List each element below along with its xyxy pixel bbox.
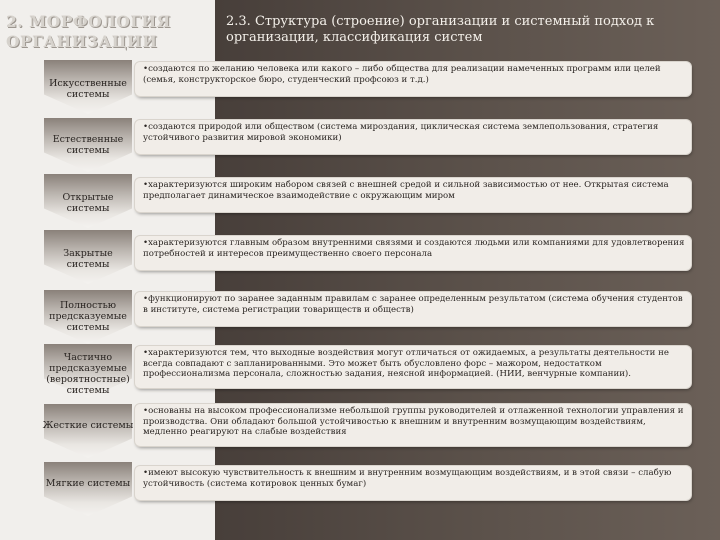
category-label: Мягкие системы [45, 478, 131, 489]
category-label: Частично предсказуемые (вероятностные) системы [46, 352, 130, 396]
system-row [0, 404, 720, 458]
system-row [0, 230, 720, 284]
category-label: Полностью предсказуемые системы [49, 300, 127, 333]
system-row [0, 174, 720, 228]
category-label: Закрытые системы [63, 248, 113, 270]
category-label: Жесткие системы [42, 420, 134, 431]
system-row [0, 290, 720, 344]
category-description: •основаны на высоком профессионализме небольшой группы руководителей и отлаженной технологии управления и производства. Они обладают большой устойчивостью к внешним и внутренним возмущающим воздействиям, медленно реагируют на слабые воздействия [135, 404, 691, 446]
category-description: •характеризуются тем, что выходные воздействия могут отличаться от ожидаемых, а результаты деятельности не всегда совпадают с запланированными. Это может быть обусловлено форс – мажором, недостатком профессионализма персонала, сложностью задания, неясной информацией. (НИИ, венчурные компании). [135, 346, 691, 388]
category-description: •имеют высокую чувствительность к внешним и внутренним возмущающим воздействиям, и в этой связи – слабую устойчивость (система котировок ценных бумаг) [135, 466, 691, 500]
category-arrow [44, 404, 132, 458]
category-description: •создаются природой или обществом (система мироздания, циклическая система землепользования, стратегия устойчивого развития мировой экономики) [135, 120, 691, 154]
category-label: Искусственные системы [49, 78, 127, 100]
category-description: •функционируют по заранее заданным правилам с заранее определенным результатом (система обучения студентов в институте, система регистрации товариществ и обществ) [135, 292, 691, 326]
system-row [0, 60, 720, 114]
category-description: •характеризуются главным образом внутренними связями и создаются людьми или компаниями для удовлетворения потребностей и интересов преимущественно своего персонала [135, 236, 691, 270]
slide-title: 2.3. Структура (строение) организации и системный подход к организации, классификация систем [226, 14, 655, 45]
category-description: •создаются по желанию человека или какого – либо общества для реализации намеченных программ или целей (семья, конструкторское бюро, студенческий профсоюз и т.д.) [135, 62, 691, 96]
system-row [0, 118, 720, 172]
category-label: Естественные системы [52, 134, 124, 156]
category-arrow [44, 462, 132, 516]
section-title: 2. МОРФОЛОГИЯ ОРГАНИЗАЦИИ [6, 12, 171, 51]
system-row [0, 462, 720, 516]
category-description: •характеризуются широким набором связей с внешней средой и сильной зависимостью от нее. Открытая система предполагает динамическое взаимодействие с окружающим миром [135, 178, 691, 212]
system-row [0, 344, 720, 398]
category-label: Открытые системы [62, 192, 114, 214]
